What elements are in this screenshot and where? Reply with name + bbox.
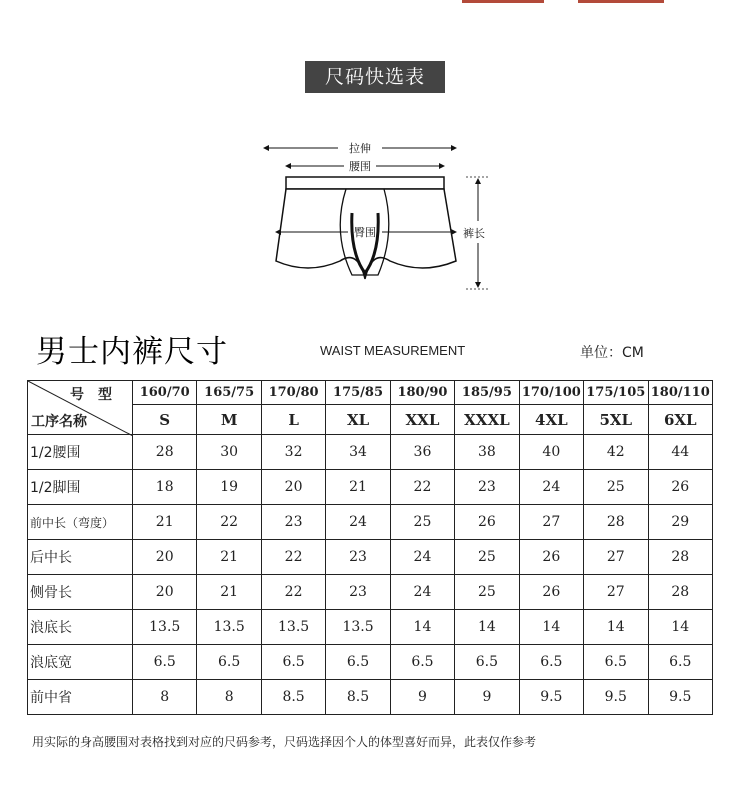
table-cell: 8: [197, 680, 261, 715]
table-cell: 19: [197, 470, 261, 505]
size-table: [27, 380, 713, 715]
table-cell: 13.5: [326, 610, 390, 645]
row-label: 1/2腰围: [28, 435, 133, 470]
table-cell: 24: [390, 575, 454, 610]
corner-top-label: 号型: [70, 387, 126, 403]
size-header-cell: XL: [326, 405, 390, 435]
size-header-cell: 5XL: [584, 405, 648, 435]
table-cell: 23: [326, 540, 390, 575]
table-cell: 26: [519, 540, 583, 575]
table-row: [28, 610, 713, 645]
table-cell: 6.5: [519, 645, 583, 680]
table-cell: 13.5: [133, 610, 197, 645]
table-cell: 21: [326, 470, 390, 505]
table-cell: 13.5: [261, 610, 325, 645]
table-cell: 14: [648, 610, 713, 645]
model-header-cell: 185/95: [455, 381, 519, 405]
table-cell: 27: [584, 540, 648, 575]
table-cell: 25: [390, 505, 454, 540]
table-cell: 36: [390, 435, 454, 470]
size-header-cell: XXL: [390, 405, 454, 435]
table-cell: 6.5: [326, 645, 390, 680]
table-cell: 14: [455, 610, 519, 645]
row-label: 前中长（弯度）: [28, 505, 133, 540]
table-cell: 25: [455, 575, 519, 610]
table-row: [28, 680, 713, 715]
table-row: [28, 505, 713, 540]
table-cell: 9: [390, 680, 454, 715]
table-cell: 9: [455, 680, 519, 715]
table-cell: 6.5: [197, 645, 261, 680]
table-cell: 21: [133, 505, 197, 540]
table-cell: 20: [133, 575, 197, 610]
table-cell: 9.5: [584, 680, 648, 715]
length-label: 裤长: [463, 227, 485, 240]
table-cell: 22: [390, 470, 454, 505]
table-cell: 38: [455, 435, 519, 470]
size-header-cell: XXXL: [455, 405, 519, 435]
table-cell: 6.5: [133, 645, 197, 680]
table-cell: 6.5: [584, 645, 648, 680]
model-header-cell: 160/70: [133, 381, 197, 405]
table-cell: 24: [519, 470, 583, 505]
corner-bottom-label: 工序名称: [31, 414, 87, 430]
waist-measurement-label: WAIST MEASUREMENT: [320, 343, 466, 358]
briefs-measurement-diagram: [258, 133, 498, 301]
table-cell: 8.5: [326, 680, 390, 715]
table-cell: 28: [648, 575, 713, 610]
table-cell: 9.5: [648, 680, 713, 715]
table-cell: 22: [261, 575, 325, 610]
size-header-cell: 6XL: [648, 405, 713, 435]
table-cell: 27: [584, 575, 648, 610]
table-cell: 23: [261, 505, 325, 540]
size-header-cell: M: [197, 405, 261, 435]
table-row: [28, 645, 713, 680]
row-label: 后中长: [28, 540, 133, 575]
top-accent-bar-left: [462, 0, 544, 3]
table-cell: 23: [455, 470, 519, 505]
table-cell: 14: [390, 610, 454, 645]
waist-label: 腰围: [349, 160, 371, 173]
table-cell: 26: [455, 505, 519, 540]
table-cell: 28: [133, 435, 197, 470]
section-title: 尺码快选表: [305, 61, 445, 93]
table-cell: 21: [197, 540, 261, 575]
hip-label: 臀围: [354, 226, 376, 239]
table-cell: 34: [326, 435, 390, 470]
table-cell: 22: [197, 505, 261, 540]
table-cell: 13.5: [197, 610, 261, 645]
corner-header-cell: [28, 381, 133, 435]
table-cell: 20: [133, 540, 197, 575]
model-header-row: [28, 381, 713, 405]
table-cell: 26: [648, 470, 713, 505]
table-cell: 9.5: [519, 680, 583, 715]
table-cell: 24: [390, 540, 454, 575]
size-header-cell: S: [133, 405, 197, 435]
table-cell: 40: [519, 435, 583, 470]
table-cell: 20: [261, 470, 325, 505]
unit-label: 单位：CM: [580, 345, 644, 361]
size-header-cell: 4XL: [519, 405, 583, 435]
table-row: [28, 470, 713, 505]
stretch-label: 拉伸: [349, 142, 371, 155]
table-cell: 32: [261, 435, 325, 470]
table-cell: 6.5: [390, 645, 454, 680]
table-cell: 28: [584, 505, 648, 540]
table-cell: 25: [584, 470, 648, 505]
model-header-cell: 165/75: [197, 381, 261, 405]
model-header-cell: 180/110: [648, 381, 713, 405]
size-chart-heading: 男士内裤尺寸: [36, 334, 228, 370]
table-cell: 18: [133, 470, 197, 505]
row-label: 侧骨长: [28, 575, 133, 610]
size-header-cell: L: [261, 405, 325, 435]
table-cell: 25: [455, 540, 519, 575]
table-row: [28, 435, 713, 470]
model-header-cell: 175/105: [584, 381, 648, 405]
top-accent-bar-right: [578, 0, 664, 3]
table-cell: 22: [261, 540, 325, 575]
table-cell: 29: [648, 505, 713, 540]
model-header-cell: 180/90: [390, 381, 454, 405]
model-header-cell: 175/85: [326, 381, 390, 405]
table-row: [28, 540, 713, 575]
table-cell: 14: [584, 610, 648, 645]
table-cell: 30: [197, 435, 261, 470]
model-header-cell: 170/100: [519, 381, 583, 405]
table-cell: 14: [519, 610, 583, 645]
row-label: 浪底长: [28, 610, 133, 645]
table-row: [28, 575, 713, 610]
footnote: 用实际的身高腰围对表格找到对应的尺码参考，尺码选择因个人的体型喜好而异，此表仅作参考: [32, 735, 537, 749]
table-cell: 23: [326, 575, 390, 610]
table-cell: 44: [648, 435, 713, 470]
row-label: 浪底宽: [28, 645, 133, 680]
table-cell: 26: [519, 575, 583, 610]
table-cell: 6.5: [648, 645, 713, 680]
table-cell: 42: [584, 435, 648, 470]
row-label: 前中省: [28, 680, 133, 715]
model-header-cell: 170/80: [261, 381, 325, 405]
table-cell: 27: [519, 505, 583, 540]
table-cell: 28: [648, 540, 713, 575]
row-label: 1/2脚围: [28, 470, 133, 505]
table-cell: 8.5: [261, 680, 325, 715]
table-cell: 6.5: [261, 645, 325, 680]
table-cell: 21: [197, 575, 261, 610]
table-cell: 24: [326, 505, 390, 540]
table-cell: 8: [133, 680, 197, 715]
table-cell: 6.5: [455, 645, 519, 680]
